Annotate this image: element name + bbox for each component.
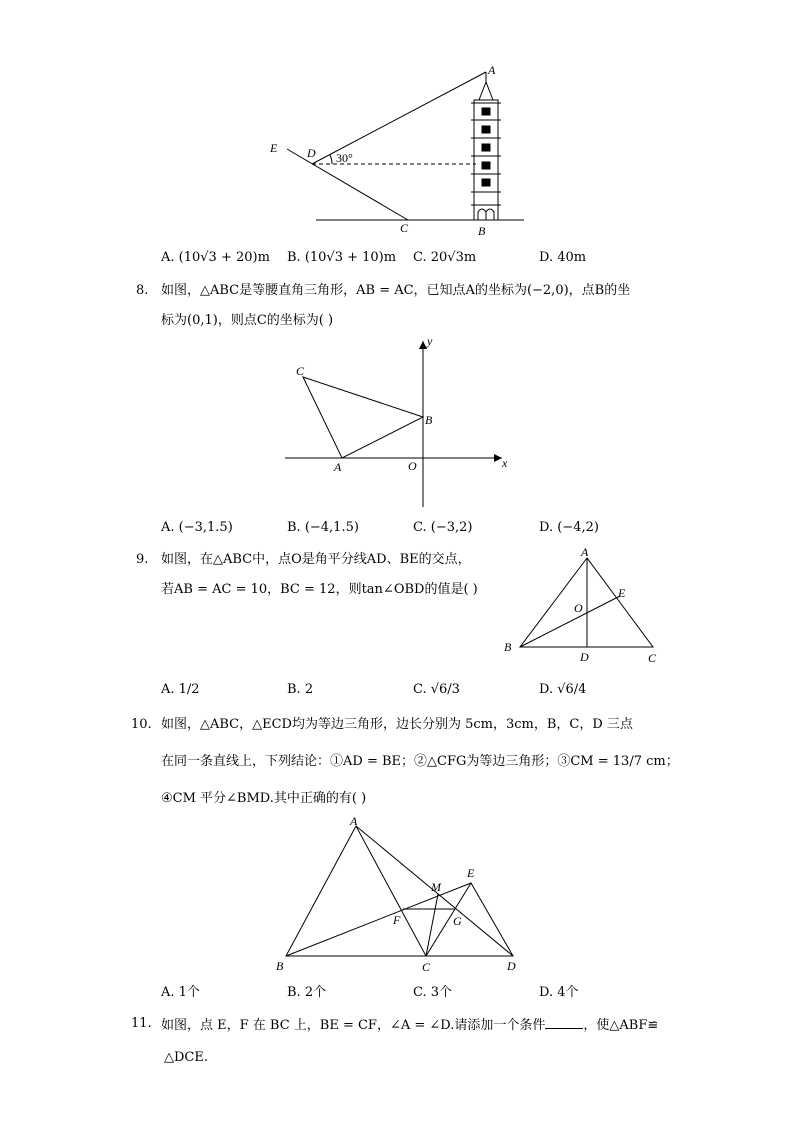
q7-option-a: A. (10√3 + 20)m: [161, 250, 270, 265]
q7-angle-label: 30°: [336, 151, 353, 165]
q8-figure: [280, 335, 520, 515]
q9-text-line1: 如图，在△ABC中，点O是角平分线AD、BE的交点，: [161, 552, 471, 567]
q8-option-a: A. (−3,1.5): [161, 520, 233, 535]
q7-label-B: B: [478, 224, 486, 238]
q10-label-B: B: [276, 959, 284, 973]
q9-option-b: B. 2: [287, 682, 314, 697]
q11-text-part1: 如图，点 E，F 在 BC 上，BE = CF，∠A = ∠D.请添加一个条件: [161, 1018, 546, 1033]
q9-option-d: D. √6/4: [539, 682, 587, 697]
q7-label-E: E: [270, 141, 278, 155]
q10-option-b: B. 2个: [287, 985, 327, 1000]
q7-label-C: C: [400, 221, 409, 235]
q10-label-G: G: [453, 914, 462, 928]
q8-number: 8.: [136, 283, 149, 298]
q8-label-y: y: [427, 335, 433, 348]
q7-option-d: D. 40m: [539, 250, 587, 265]
q9-label-B: B: [504, 640, 512, 654]
q11-text-part2: ，使△ABF≌: [583, 1018, 659, 1033]
q9-figure: [500, 543, 670, 668]
q10-label-M: M: [431, 880, 441, 894]
q8-label-C: C: [296, 364, 305, 378]
q10-text-line3: ④CM 平分∠BMD.其中正确的有( ): [161, 791, 367, 806]
q10-label-A: A: [350, 814, 358, 828]
q8-label-x: x: [502, 456, 508, 470]
q10-option-c: C. 3个: [413, 985, 453, 1000]
q9-option-a: A. 1/2: [161, 682, 200, 697]
q7-label-D: D: [307, 146, 316, 160]
q7-option-c: C. 20√3m: [413, 250, 477, 265]
q10-text-line2: 在同一条直线上，下列结论：①AD = BE；②△CFG为等边三角形；③CM = 13/7 cm；: [161, 754, 679, 769]
q9-label-A: A: [581, 545, 589, 559]
q8-label-O: O: [408, 459, 417, 473]
q9-label-D: D: [580, 650, 589, 664]
q10-label-F: F: [393, 913, 401, 927]
q11-number: 11.: [131, 1016, 152, 1031]
tower-drawing: [471, 72, 501, 220]
q10-figure: [270, 812, 530, 977]
q7-option-b: B. (10√3 + 10)m: [287, 250, 397, 265]
q10-number: 10.: [131, 717, 152, 732]
q9-option-c: C. √6/3: [413, 682, 460, 697]
q8-label-A: A: [334, 460, 342, 474]
q10-option-d: D. 4个: [539, 985, 579, 1000]
q7-figure: [260, 60, 540, 245]
q8-option-d: D. (−4,2): [539, 520, 599, 535]
q10-option-a: A. 1个: [161, 985, 200, 1000]
q7-label-A: A: [488, 63, 496, 77]
q8-text-line1: 如图，△ABC是等腰直角三角形，AB = AC，已知点A的坐标为(−2,0)，点B的坐: [161, 283, 631, 298]
q8-option-b: B. (−4,1.5): [287, 520, 359, 535]
q8-text-line2: 标为(0,1)，则点C的坐标为( ): [161, 313, 334, 328]
q9-number: 9.: [136, 552, 149, 567]
q9-label-C: C: [648, 651, 657, 665]
q10-label-D: D: [507, 959, 516, 973]
q11-answer-blank[interactable]: [545, 1016, 583, 1029]
q10-label-C: C: [422, 960, 431, 974]
q9-label-E: E: [618, 586, 626, 600]
q9-text-line2: 若AB = AC = 10，BC = 12，则tan∠OBD的值是( ): [161, 582, 478, 597]
q10-label-E: E: [467, 866, 475, 880]
q8-label-B: B: [425, 413, 433, 427]
q11-text-line1: [161, 1016, 658, 1034]
q11-text-line2: △DCE.: [164, 1050, 208, 1065]
q9-label-O: O: [574, 601, 583, 615]
q10-text-line1: 如图，△ABC，△ECD均为等边三角形，边长分别为 5cm，3cm，B，C，D 三点: [161, 717, 633, 732]
q8-option-c: C. (−3,2): [413, 520, 473, 535]
